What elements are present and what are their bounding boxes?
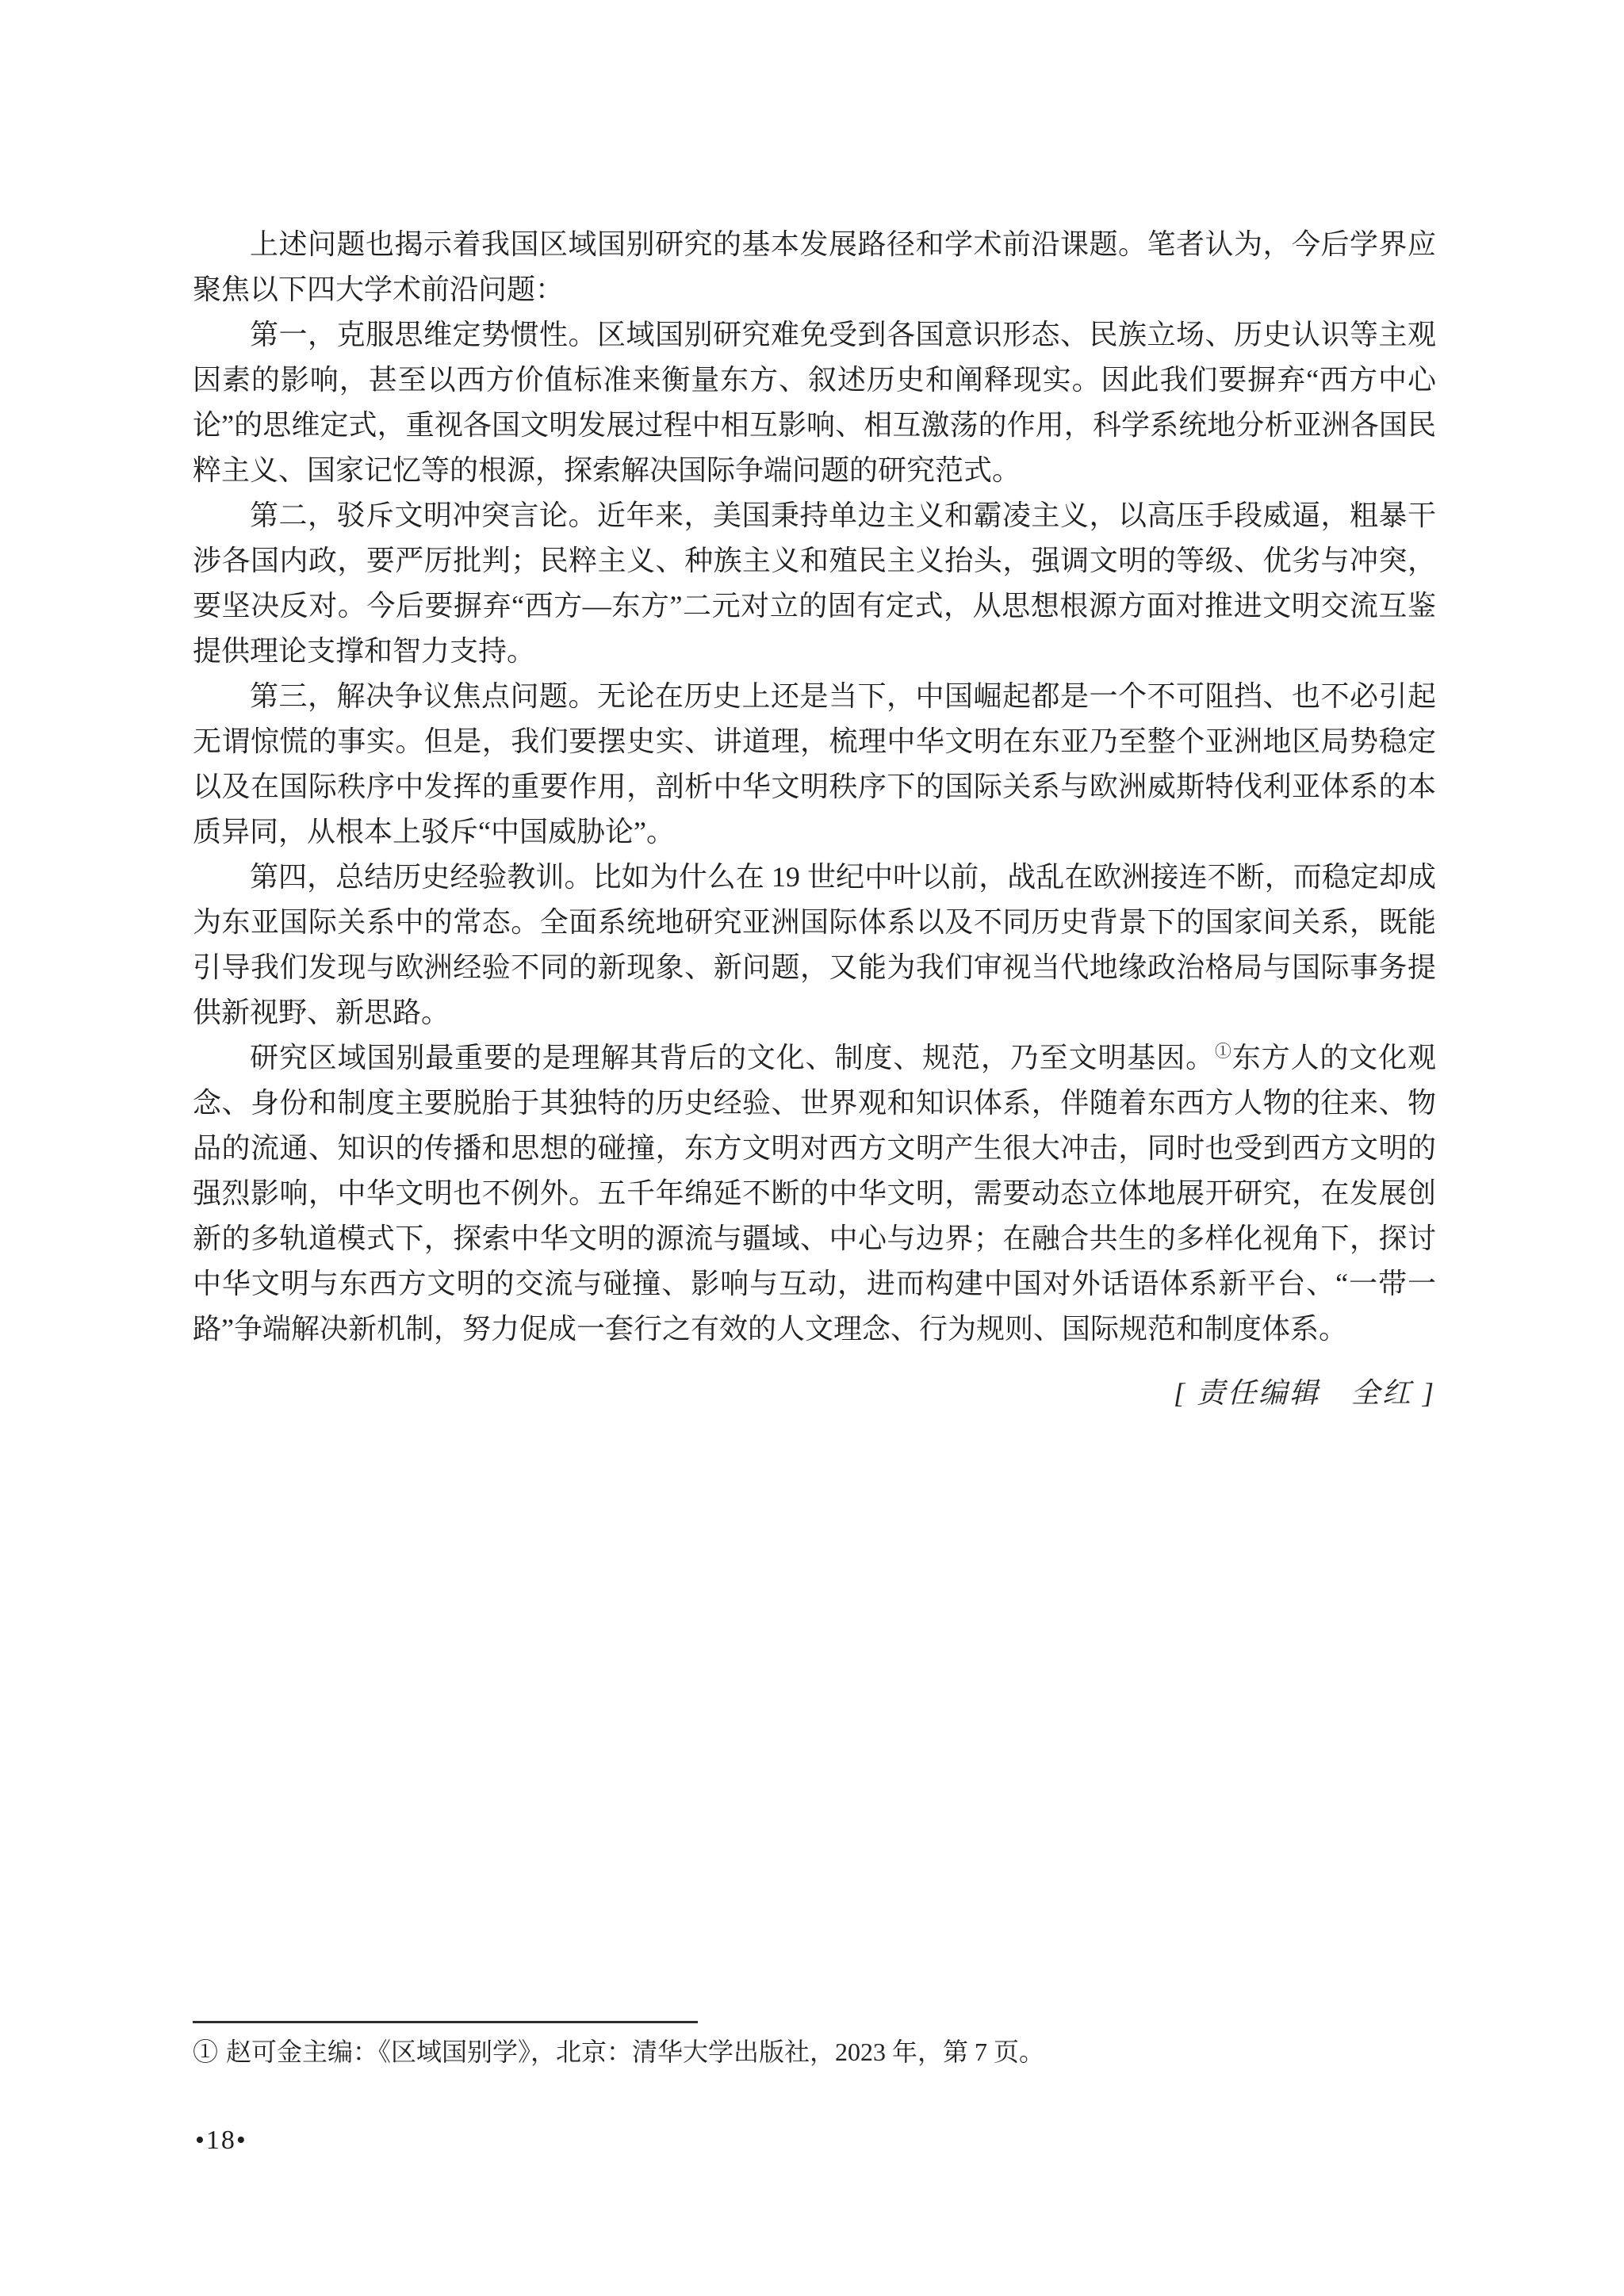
- article-body: [193, 222, 1436, 1416]
- footnote-divider: [193, 2021, 698, 2023]
- paragraph-conclusion: [193, 1035, 1436, 1352]
- paragraph-conclusion-text-after-ref: 东方人的文化观念、身份和制度主要脱胎于其独特的历史经验、世界观和知识体系，伴随着东西方人物的往来、物品的流通、知识的传播和思想的碰撞，东方文明对西方文明产生很大冲击，同时也受到西方文明的强烈影响，中华文明也不例外。五千年绵延不断的中华文明，需要动态立体地展开研究，在发展创新的多轨道模式下，探索中华文明的源流与疆域、中心与边界；在融合共生的多样化视角下，探讨中华文明与东西方文明的交流与碰撞、影响与互动，进而构建中国对外话语体系新平台、“一带一路”争端解决新机制，努力促成一套行之有效的人文理念、行为规则、国际规范和制度体系。: [193, 1042, 1436, 1345]
- responsible-editor-line: [ 责任编辑 全红 ]: [1173, 1377, 1436, 1409]
- footnote-marker: ①: [193, 2038, 219, 2066]
- footnote-citation: 赵可金主编：《区域国别学》，北京：清华大学出版社，2023 年，第 7 页。: [226, 2038, 1045, 2066]
- footnote: [193, 2034, 1436, 2070]
- footnote-section: [193, 2021, 1436, 2070]
- paragraph-point-2: 第二，驳斥文明冲突言论。近年来，美国秉持单边主义和霸凌主义，以高压手段威逼，粗暴干涉各国内政，要严厉批判；民粹主义、种族主义和殖民主义抬头，强调文明的等级、优劣与冲突，要坚决反对。今后要摒弃“西方—东方”二元对立的固有定式，从思想根源方面对推进文明交流互鉴提供理论支撑和智力支持。: [193, 499, 1436, 667]
- paragraph-conclusion-text-before-ref: 研究区域国别最重要的是理解其背后的文化、制度、规范，乃至文明基因。: [250, 1042, 1215, 1073]
- page-number: •18•: [195, 2126, 247, 2155]
- paragraph-point-1: 第一，克服思维定势惯性。区域国别研究难免受到各国意识形态、民族立场、历史认识等主观因素的影响，甚至以西方价值标准来衡量东方、叙述历史和阐释现实。因此我们要摒弃“西方中心论”的思维定式，重视各国文明发展过程中相互影响、相互激荡的作用，科学系统地分析亚洲各国民粹主义、国家记忆等的根源，探索解决国际争端问题的研究范式。: [193, 319, 1436, 486]
- paragraph-point-4: 第四，总结历史经验教训。比如为什么在 19 世纪中叶以前，战乱在欧洲接连不断，而稳定却成为东亚国际关系中的常态。全面系统地研究亚洲国际体系以及不同历史背景下的国家间关系，既能引导我们发现与欧洲经验不同的新现象、新问题，又能为我们审视当代地缘政治格局与国际事务提供新视野、新思路。: [193, 861, 1436, 1028]
- footnote-ref-marker: ①: [1214, 1042, 1232, 1061]
- paragraph-intro: 上述问题也揭示着我国区域国别研究的基本发展路径和学术前沿课题。笔者认为，今后学界应聚焦以下四大学术前沿问题：: [193, 228, 1436, 305]
- paragraph-point-3: 第三，解决争议焦点问题。无论在历史上还是当下，中国崛起都是一个不可阻挡、也不必引起无谓惊慌的事实。但是，我们要摆史实、讲道理，梳理中华文明在东亚乃至整个亚洲地区局势稳定以及在国际秩序中发挥的重要作用，剖析中华文明秩序下的国际关系与欧洲威斯特伐利亚体系的本质异同，从根本上驳斥“中国威胁论”。: [193, 680, 1436, 848]
